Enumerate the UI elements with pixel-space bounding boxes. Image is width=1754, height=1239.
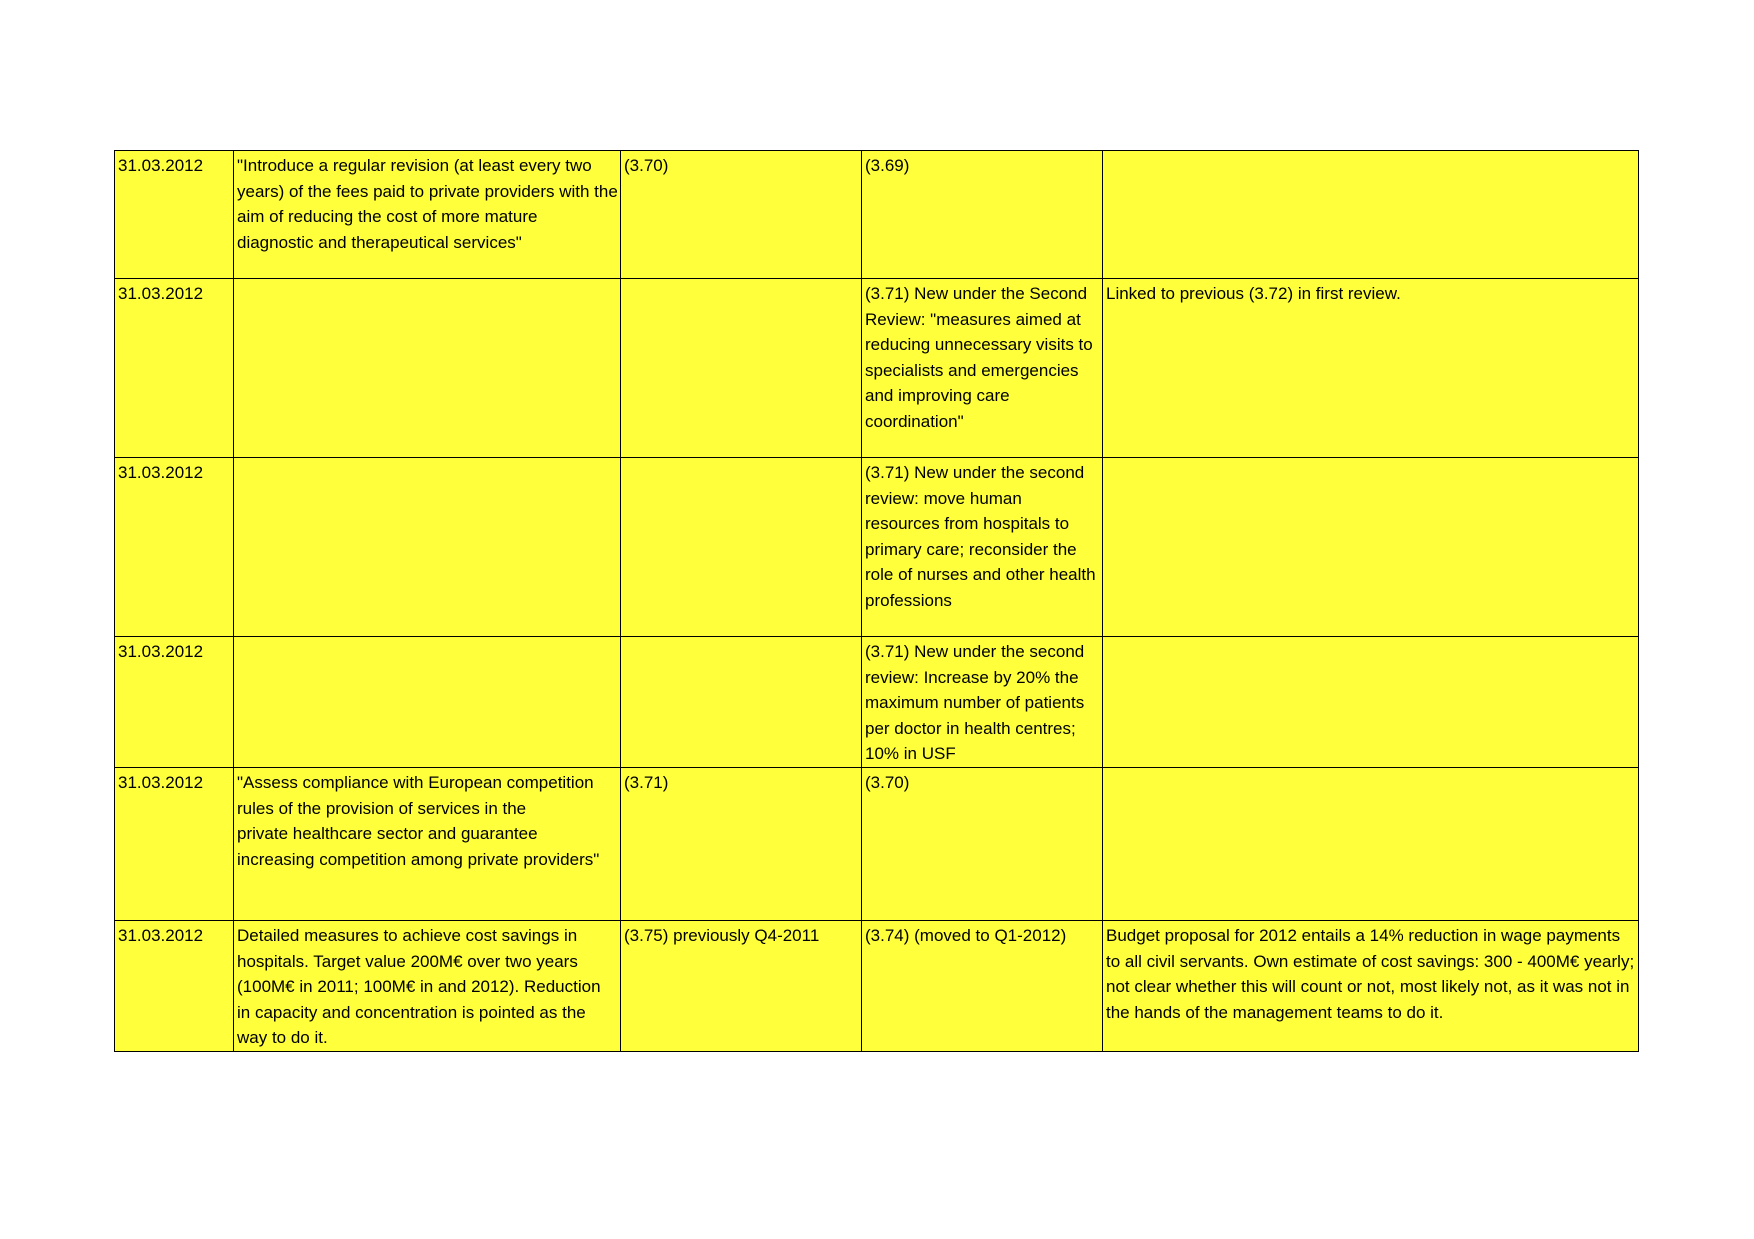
- previous-reference-cell: [621, 637, 862, 768]
- table-row: [115, 767, 1639, 920]
- comments-cell: [1103, 767, 1639, 920]
- comments-cell: Budget proposal for 2012 entails a 14% reduction in wage payments to all civil servants. Own estimate of cost savings: 300 - 400M€ yearly; not clear whether this will count or not, most likely not, as it was not in the hands of the management teams to do it.: [1103, 920, 1639, 1051]
- date-cell: 31.03.2012: [115, 458, 234, 637]
- comments-cell: [1103, 151, 1639, 279]
- date-cell: 31.03.2012: [115, 920, 234, 1051]
- comments-cell: [1103, 458, 1639, 637]
- table-row: [115, 458, 1639, 637]
- comments-cell: Linked to previous (3.72) in first review.: [1103, 279, 1639, 458]
- description-cell: [234, 279, 621, 458]
- description-cell: Detailed measures to achieve cost savings in hospitals. Target value 200M€ over two years (100M€ in 2011; 100M€ in and 2012). Reduction in capacity and concentration is pointed as the way to do it.: [234, 920, 621, 1051]
- date-cell: 31.03.2012: [115, 279, 234, 458]
- review-reference-cell: (3.71) New under the Second Review: "measures aimed at reducing unnecessary visits to specialists and emergencies and improving care coordination": [862, 279, 1103, 458]
- table-row: [115, 151, 1639, 279]
- review-reference-cell: (3.69): [862, 151, 1103, 279]
- review-reference-cell: (3.71) New under the second review: move human resources from hospitals to primary care; reconsider the role of nurses and other health professions: [862, 458, 1103, 637]
- table-row: [115, 920, 1639, 1051]
- description-cell: [234, 458, 621, 637]
- date-cell: 31.03.2012: [115, 767, 234, 920]
- previous-reference-cell: (3.71): [621, 767, 862, 920]
- previous-reference-cell: [621, 279, 862, 458]
- description-cell: "Assess compliance with European competition rules of the provision of services in the private healthcare sector and guarantee increasing competition among private providers": [234, 767, 621, 920]
- date-cell: 31.03.2012: [115, 151, 234, 279]
- table-row: [115, 637, 1639, 768]
- previous-reference-cell: [621, 458, 862, 637]
- description-cell: "Introduce a regular revision (at least every two years) of the fees paid to private providers with the aim of reducing the cost of more mature diagnostic and therapeutical services": [234, 151, 621, 279]
- measures-table: [114, 150, 1639, 1052]
- previous-reference-cell: (3.75) previously Q4-2011: [621, 920, 862, 1051]
- previous-reference-cell: (3.70): [621, 151, 862, 279]
- review-reference-cell: (3.74) (moved to Q1-2012): [862, 920, 1103, 1051]
- review-reference-cell: (3.71) New under the second review: Increase by 20% the maximum number of patients per doctor in health centres; 10% in USF: [862, 637, 1103, 768]
- description-cell: [234, 637, 621, 768]
- comments-cell: [1103, 637, 1639, 768]
- table-row: [115, 279, 1639, 458]
- date-cell: 31.03.2012: [115, 637, 234, 768]
- review-reference-cell: (3.70): [862, 767, 1103, 920]
